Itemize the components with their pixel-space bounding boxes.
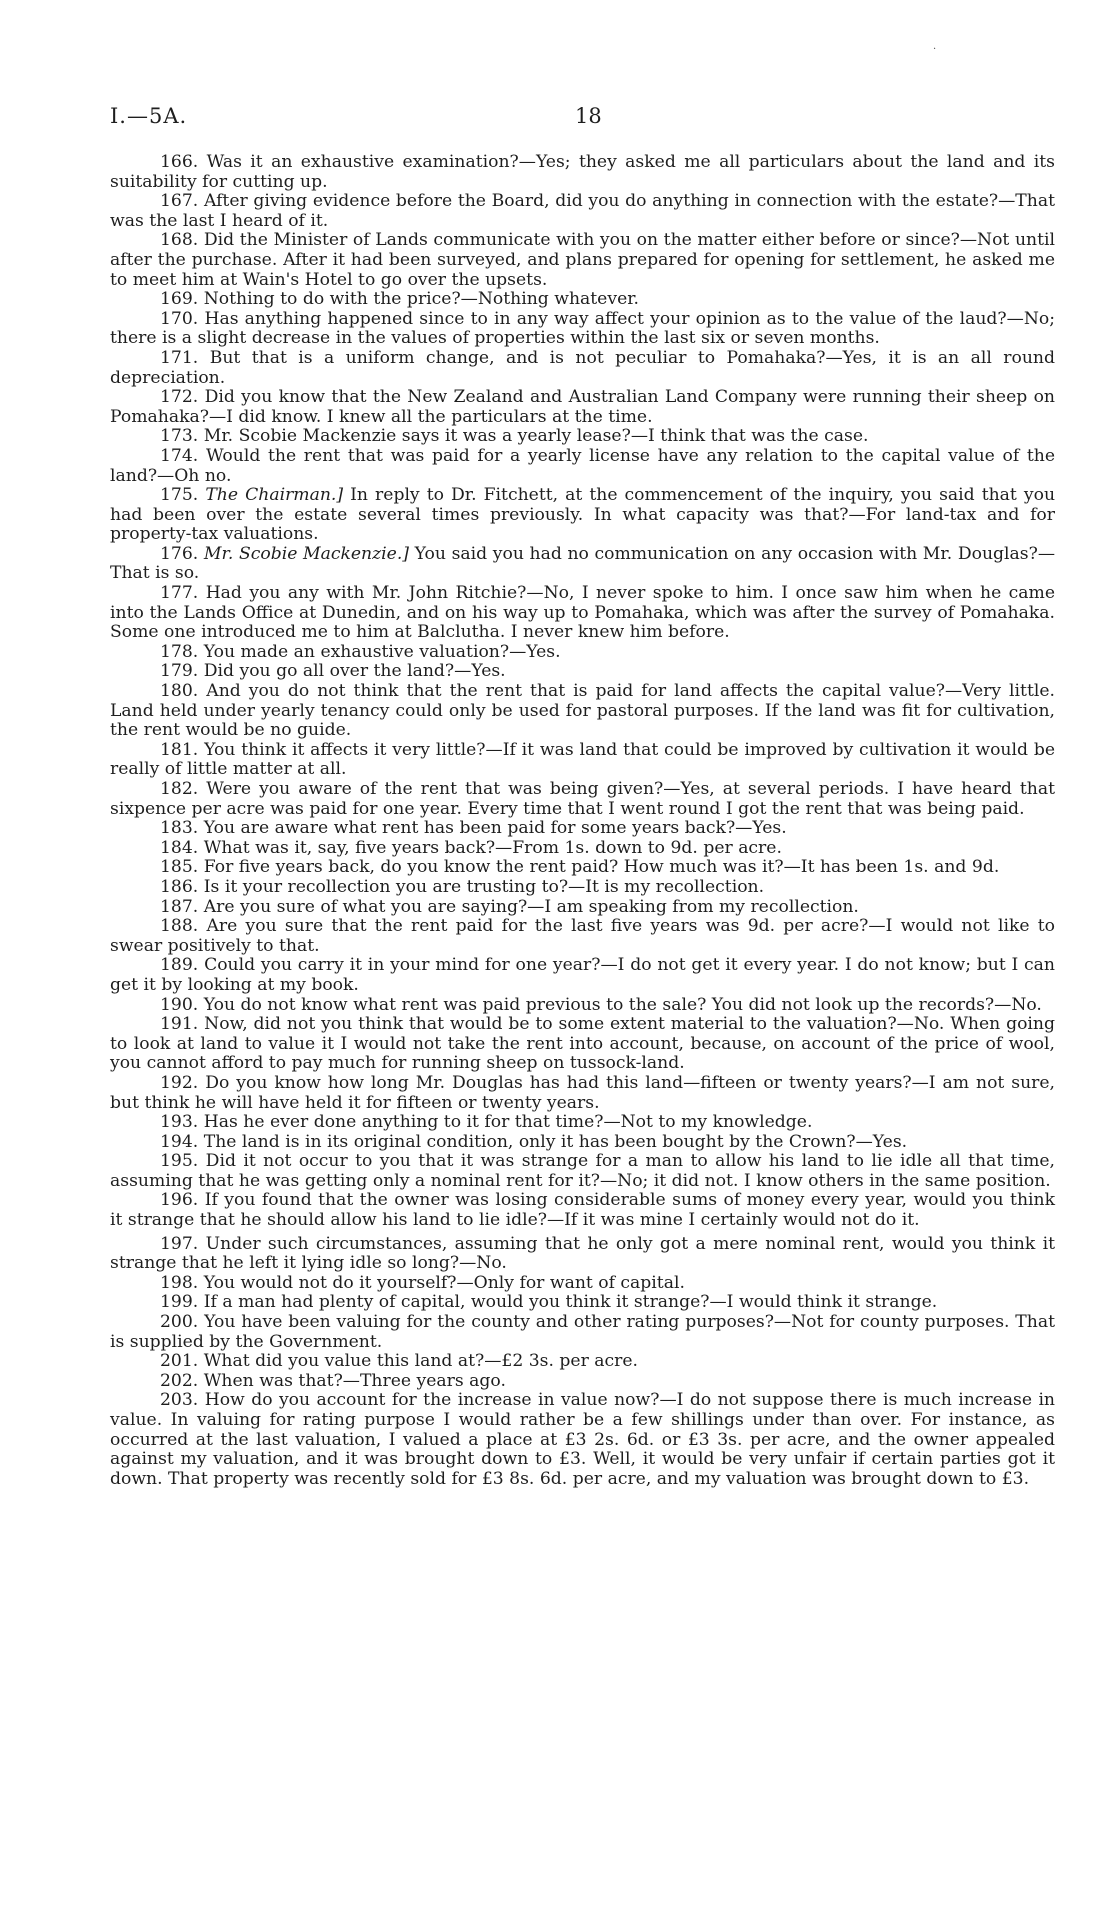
- question-answer-text: How do you account for the increase in value now?—I do not suppose there is much increase in value. In valuing for rating purpose I would rather be a few shillings under than over. For instance, as occurred at the last valuation, I valued a place at £3 2s. 6d. or £3 3s. per acre, and the owner appealed against my valuation, and it was brought down to £3. Well, it would be very unfair if certain parties got it down. That property was recently sold for £3 8s. 6d. per acre, and my valuation was brought down to £3.: [110, 1390, 1056, 1489]
- question-answer-text: Now, did not you think that would be to some extent material to the valuation?—No. When going to look at land to value it I would not take the rent into account, because, on account of the price of wool, you cannot afford to pay much for running sheep on tussock-land.: [110, 1014, 1056, 1074]
- evidence-paragraph: [110, 231, 1055, 290]
- evidence-paragraph: [110, 643, 1055, 663]
- question-number: 183.: [160, 818, 199, 839]
- question-answer-text: Has he ever done anything to it for that time?—Not to my knowledge.: [203, 1112, 813, 1133]
- question-number: 196.: [160, 1190, 199, 1211]
- question-number: 175.: [160, 485, 199, 506]
- question-number: 173.: [160, 426, 199, 447]
- evidence-paragraph: [110, 839, 1055, 859]
- question-number: 182.: [160, 779, 199, 799]
- evidence-paragraph: [110, 1313, 1055, 1352]
- evidence-paragraph: [110, 388, 1055, 427]
- evidence-paragraph: [110, 1274, 1055, 1294]
- question-number: 201.: [160, 1351, 199, 1372]
- question-answer-text: For five years back, do you know the rent paid? How much was it?—It has been 1s. and 9d.: [203, 857, 1000, 878]
- question-answer-text: Are you sure of what you are saying?—I am speaking from my recollection.: [203, 896, 859, 917]
- question-answer-text: You do not know what rent was paid previous to the sale? You did not look up the records?—No.: [203, 994, 1042, 1015]
- question-answer-text: If a man had plenty of capital, would you think it strange?—I would think it strange.: [203, 1292, 938, 1313]
- question-number: 192.: [160, 1072, 199, 1093]
- evidence-paragraph: [110, 1235, 1055, 1274]
- question-answer-text: Under such circumstances, assuming that he only got a mere nominal rent, would you think it strange that he left it lying idle so long?—No.: [110, 1233, 1056, 1274]
- evidence-paragraph: [110, 858, 1055, 878]
- evidence-paragraph: [110, 349, 1055, 388]
- question-number: 198.: [160, 1272, 199, 1293]
- question-answer-text: In reply to Dr. Fitchett, at the commencement of the inquiry, you said that you had been over the estate several times previously. In what capacity was that?—For land-tax and for property-tax valuations.: [110, 485, 1056, 545]
- evidence-paragraph: [110, 819, 1055, 839]
- evidence-paragraph: [110, 956, 1055, 995]
- question-number: 200.: [160, 1312, 199, 1333]
- question-number: 167.: [160, 191, 199, 212]
- question-number: 178.: [160, 641, 199, 662]
- question-answer-text: You think it affects it very little?—If it was land that could be improved by cultivation it would be really of little matter at all.: [110, 739, 1055, 780]
- evidence-paragraph: [110, 1191, 1055, 1230]
- evidence-paragraph: [110, 192, 1055, 231]
- question-answer-text: When was that?—Three years ago.: [203, 1370, 506, 1391]
- question-number: 176.: [160, 543, 199, 564]
- question-number: 180.: [160, 681, 199, 702]
- question-answer-text: The land is in its original condition, only it has been bought by the Crown?—Yes.: [203, 1131, 908, 1152]
- question-number: 195.: [160, 1151, 199, 1172]
- evidence-paragraph: [110, 1372, 1055, 1392]
- speaker-name: The Chairman.]: [205, 485, 344, 506]
- question-number: 170.: [160, 308, 199, 329]
- question-number: 190.: [160, 994, 199, 1015]
- question-answer-text: Is it your recollection you are trusting to?—It is my recollection.: [203, 876, 765, 897]
- evidence-paragraph: [110, 310, 1055, 349]
- question-answer-text: Are you sure that the rent paid for the last five years was 9d. per acre?—I would not like to swear positively to that.: [110, 916, 1055, 956]
- evidence-paragraph: [110, 1293, 1055, 1313]
- question-answer-text: Did it not occur to you that it was strange for a man to allow his land to lie idle all that time, assuming that he was getting only a nominal rent for it?—No; it did not. I know others in the same position.: [110, 1151, 1055, 1191]
- question-number: 193.: [160, 1112, 199, 1133]
- evidence-paragraph: [110, 780, 1055, 819]
- question-number: 199.: [160, 1292, 199, 1313]
- question-number: 203.: [160, 1390, 199, 1411]
- question-answer-text: You are aware what rent has been paid for some years back?—Yes.: [203, 818, 787, 839]
- question-number: 191.: [160, 1014, 199, 1035]
- question-number: 174.: [160, 445, 199, 466]
- question-number: 181.: [160, 739, 199, 760]
- evidence-paragraph: [110, 1113, 1055, 1133]
- question-answer-text: You have been valuing for the county and other rating purposes?—Not for county purposes. That is supplied by the Government.: [110, 1312, 1055, 1352]
- question-answer-text: Did you know that the New Zealand and Australian Land Company were running their sheep on Pomahaka?—I did know. I knew all the particulars at the time.: [110, 387, 1055, 427]
- evidence-paragraph: [110, 898, 1055, 918]
- speaker-name: Mr. Scobie Mackenzie.]: [203, 543, 410, 564]
- question-answer-text: Did you go all over the land?—Yes.: [203, 661, 506, 682]
- evidence-paragraph: [110, 584, 1055, 643]
- question-answer-text: Mr. Scobie Mackenzie says it was a yearly lease?—I think that was the case.: [203, 426, 869, 447]
- question-answer-text: Do you know how long Mr. Douglas has had this land—fifteen or twenty years?—I am not sure, but think he will have held it for fifteen or twenty years.: [110, 1072, 1055, 1113]
- question-number: 184.: [160, 837, 199, 858]
- evidence-paragraph: [110, 996, 1055, 1016]
- evidence-paragraph: [110, 486, 1055, 545]
- question-answer-text: Could you carry it in your mind for one year?—I do not get it every year. I do not know; but I can get it by looking at my book.: [110, 955, 1056, 995]
- question-number: 177.: [160, 583, 199, 604]
- question-number: 189.: [160, 955, 199, 976]
- evidence-paragraph: [110, 427, 1055, 447]
- document-reference: I.—5A.: [110, 104, 188, 128]
- evidence-paragraph: [110, 447, 1055, 486]
- question-number: 169.: [160, 289, 199, 310]
- question-answer-text: Had you any with Mr. John Ritchie?—No, I never spoke to him. I once saw him when he came into the Lands Office at Dunedin, and on his way up to Pomahaka, which was after the survey of Pomahaka. Some one introduced me to him at Balclutha. I never knew him before.: [110, 583, 1055, 643]
- question-number: 186.: [160, 876, 199, 897]
- evidence-paragraph: [110, 153, 1055, 192]
- evidence-paragraph: [110, 1133, 1055, 1153]
- evidence-transcript: [110, 153, 1055, 1489]
- question-number: 179.: [160, 661, 199, 682]
- question-answer-text: And you do not think that the rent that is paid for land affects the capital value?—Very little. Land held under yearly tenancy could only be used for pastoral purposes. If the land was fit for cultivation, the rent would be no guide.: [110, 681, 1056, 741]
- question-answer-text: You said you had no communication on any occasion with Mr. Douglas?—That is so.: [110, 543, 1056, 584]
- evidence-paragraph: [110, 290, 1055, 310]
- question-answer-text: Were you aware of the rent that was being given?—Yes, at several periods. I have heard that sixpence per acre was paid for one year. Every time that I went round I got the rent that was being paid.: [110, 779, 1056, 819]
- question-answer-text: After giving evidence before the Board, did you do anything in connection with the estate?—That was the last I heard of it.: [110, 191, 1055, 231]
- stray-mark: ·: [933, 44, 937, 55]
- question-number: 187.: [160, 896, 199, 917]
- evidence-paragraph: [110, 682, 1055, 741]
- evidence-paragraph: [110, 1352, 1055, 1372]
- page-number: 18: [575, 104, 602, 128]
- question-number: 188.: [160, 916, 199, 937]
- evidence-paragraph: [110, 878, 1055, 898]
- question-number: 197.: [160, 1233, 199, 1254]
- question-number: 172.: [160, 387, 199, 408]
- question-number: 202.: [160, 1370, 199, 1391]
- question-answer-text: Did the Minister of Lands communicate with you on the matter either before or since?—Not until after the purchase. After it had been surveyed, and plans prepared for opening for settlement, he asked me to meet him at Wain's Hotel to go over the upsets.: [110, 230, 1055, 290]
- page-header: [110, 104, 1010, 134]
- question-number: 166.: [160, 152, 199, 172]
- question-number: 168.: [160, 230, 199, 251]
- evidence-paragraph: [110, 917, 1055, 956]
- evidence-paragraph: [110, 1152, 1055, 1191]
- evidence-paragraph: [110, 1074, 1055, 1113]
- question-answer-text: Would the rent that was paid for a yearly license have any relation to the capital value of the land?—Oh no.: [110, 445, 1055, 486]
- question-answer-text: Has anything happened since to in any way affect your opinion as to the value of the laud?—No; there is a slight decrease in the values of properties within the last six or seven months.: [110, 308, 1055, 349]
- evidence-paragraph: [110, 1391, 1055, 1489]
- question-number: 171.: [160, 347, 199, 368]
- evidence-paragraph: [110, 662, 1055, 682]
- question-answer-text: Nothing to do with the price?—Nothing whatever.: [203, 289, 640, 310]
- question-answer-text: You would not do it yourself?—Only for want of capital.: [203, 1272, 685, 1293]
- evidence-paragraph: [110, 545, 1055, 584]
- evidence-paragraph: [110, 741, 1055, 780]
- question-answer-text: What was it, say, five years back?—From 1s. down to 9d. per acre.: [203, 837, 782, 858]
- question-answer-text: But that is a uniform change, and is not peculiar to Pomahaka?—Yes, it is an all round depreciation.: [110, 347, 1056, 388]
- question-number: 194.: [160, 1131, 199, 1152]
- question-answer-text: Was it an exhaustive examination?—Yes; they asked me all particulars about the land and its suitability for cutting up.: [110, 152, 1055, 192]
- question-answer-text: If you found that the owner was losing considerable sums of money every year, would you think it strange that he should allow his land to lie idle?—If it was mine I certainly would not do it.: [110, 1190, 1056, 1231]
- question-answer-text: What did you value this land at?—£2 3s. per acre.: [203, 1351, 639, 1372]
- question-number: 185.: [160, 857, 199, 878]
- evidence-paragraph: [110, 1015, 1055, 1074]
- question-answer-text: You made an exhaustive valuation?—Yes.: [203, 641, 561, 662]
